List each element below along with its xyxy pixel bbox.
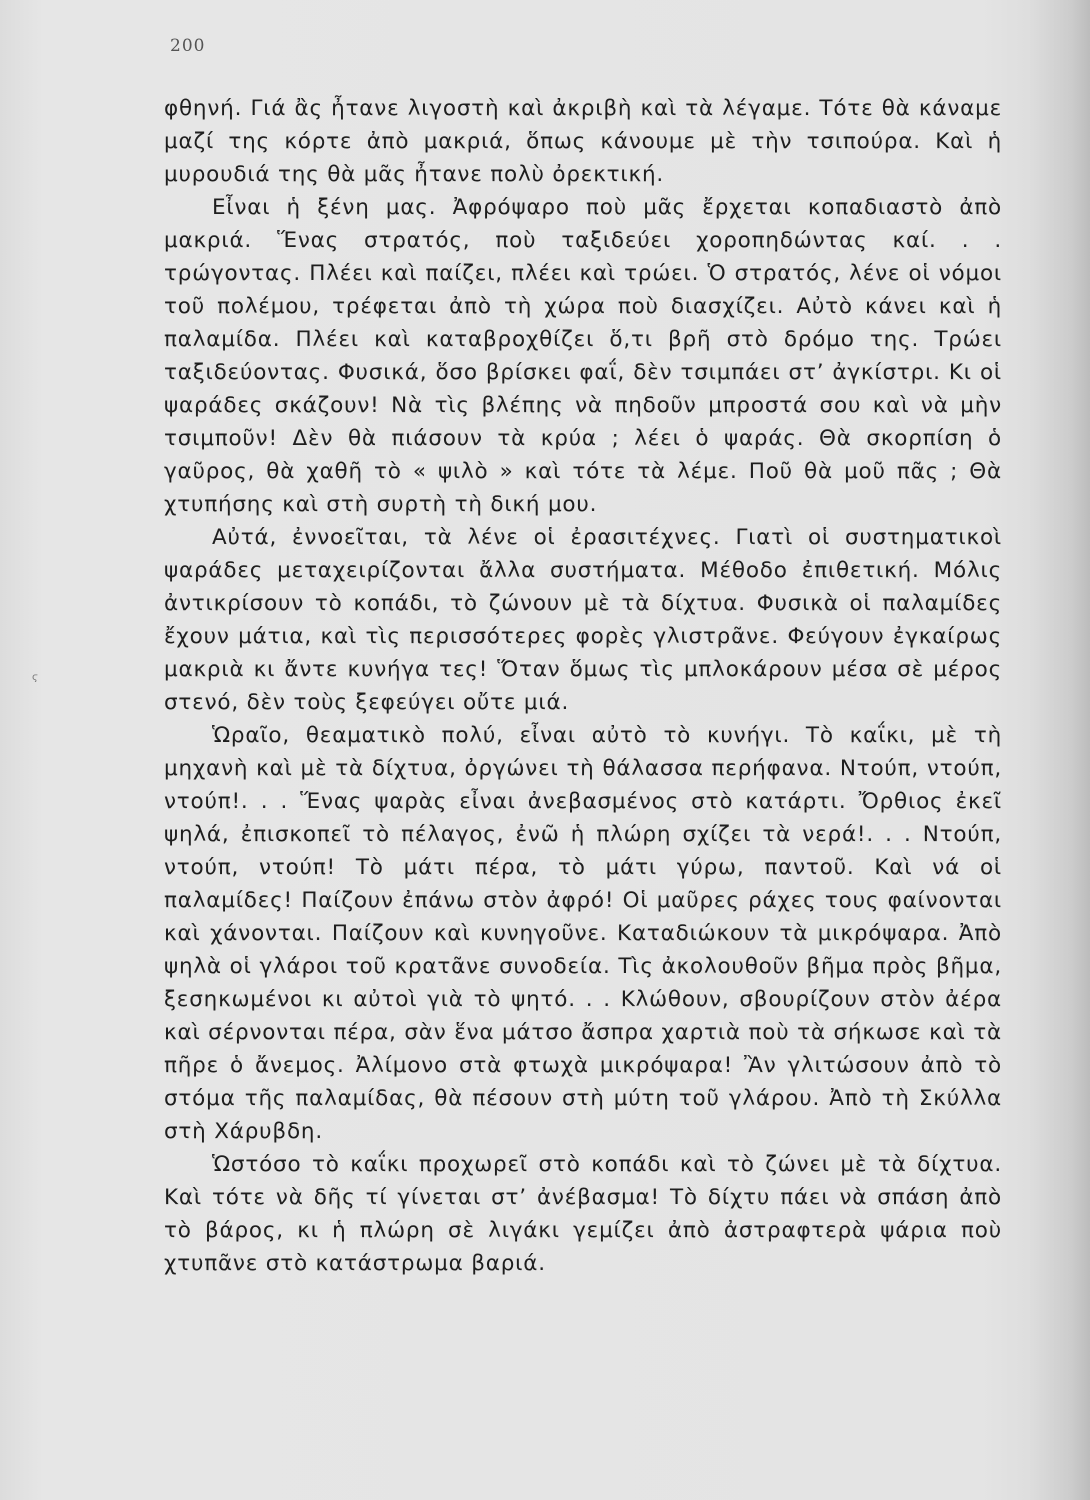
paragraph-2: Εἶναι ἡ ξένη μας. Ἀφρόψαρο ποὺ μᾶς ἔρχεται κοπαδιαστὸ ἀπὸ μακριά. Ἕνας στρατός, ποὺ ταξιδεύει χοροπηδώντας καί. . . τρώγοντας. Πλέει καὶ παίζει, πλέει καὶ τρώει. Ὁ στρατός, λένε οἱ νόμοι τοῦ πολέμου, τρέφεται ἀπὸ τὴ χώρα ποὺ διασχίζει. Αὐτὸ κάνει καὶ ἡ παλαμίδα. Πλέει καὶ καταβροχθίζει ὅ,τι βρῆ στὸ δρόμο της. Τρώει ταξιδεύοντας. Φυσικά, ὅσο βρίσκει φαΐ, δὲν τσιμπάει στ’ ἀγκίστρι. Κι οἱ ψαράδες σκάζουν! Νὰ τὶς βλέπης νὰ πηδοῦν μπροστά σου καὶ νὰ μὴν τσιμποῦν! Δὲν θὰ πιάσουν τὰ κρύα ; λέει ὁ ψαράς. Θὰ σκορπίση ὁ γαῦρος, θὰ χαθῆ τὸ « ψιλὸ » καὶ τότε τὰ λέμε. Ποῦ θὰ μοῦ πᾶς ; Θὰ χτυπήσης καὶ στὴ συρτὴ τὴ δική μου. — [164, 195, 1002, 517]
paragraph-3: Αὐτά, ἐννοεῖται, τὰ λένε οἱ ἐρασιτέχνες. Γιατὶ οἱ συστηματικοὶ ψαράδες μεταχειρίζονται ἄλλα συστήματα. Μέθοδο ἐπιθετική. Μόλις ἀντικρίσουν τὸ κοπάδι, τὸ ζώνουν μὲ τὰ δίχτυα. Φυσικὰ οἱ παλαμίδες ἔχουν μάτια, καὶ τὶς περισσότερες φορὲς γλιστρᾶνε. Φεύγουν ἐγκαίρως μακριὰ κι ἄντε κυνήγα τες! Ὅταν ὅμως τὶς μπλοκάρουν μέσα σὲ μέρος στενό, δὲν τοὺς ξεφεύγει οὔτε μιά. — [164, 525, 1002, 715]
page-fold-shadow — [1028, 0, 1090, 1500]
margin-mark: ϛ — [32, 672, 38, 683]
paragraph-1: φθηνή. Γιά ἂς ἦτανε λιγοστὴ καὶ ἀκριβὴ καὶ τὰ λέγαμε. Τότε θὰ κάναμε μαζί της κόρτε ἀπὸ μακριά, ὅπως κάνουμε μὲ τὴν τσιπούρα. Καὶ ἡ μυρουδιά της θὰ μᾶς ἦτανε πολὺ ὀρεκτική. — [164, 96, 1002, 187]
body-text — [164, 92, 1002, 1280]
paragraph-5: Ὡστόσο τὸ καΐκι προχωρεῖ στὸ κοπάδι καὶ τὸ ζώνει μὲ τὰ δίχτυα. Καὶ τότε νὰ δῆς τί γίνεται στ’ ἀνέβασμα! Τὸ δίχτυ πάει νὰ σπάση ἀπὸ τὸ βάρος, κι ἡ πλώρη σὲ λιγάκι γεμίζει ἀπὸ ἀστραφτερὰ ψάρια ποὺ χτυπᾶνε στὸ κατάστρωμα βαριά. — [164, 1152, 1002, 1276]
paragraph-4: Ὡραῖο, θεαματικὸ πολύ, εἶναι αὐτὸ τὸ κυνήγι. Τὸ καΐκι, μὲ τὴ μηχανὴ καὶ μὲ τὰ δίχτυα, ὀργώνει τὴ θάλασσα περήφανα. Ντούπ, ντούπ, ντούπ!. . . Ἕνας ψαρὰς εἶναι ἀνεβασμένος στὸ κατάρτι. Ὄρθιος ἐκεῖ ψηλά, ἐπισκοπεῖ τὸ πέλαγος, ἐνῶ ἡ πλώρη σχίζει τὰ νερά!. . . Ντούπ, ντούπ, ντούπ! Τὸ μάτι πέρα, τὸ μάτι γύρω, παντοῦ. Καὶ νά οἱ παλαμίδες! Παίζουν ἐπάνω στὸν ἀφρό! Οἱ μαῦρες ράχες τους φαίνονται καὶ χάνονται. Παίζουν καὶ κυνηγοῦνε. Καταδιώκουν τὰ μικρόψαρα. Ἀπὸ ψηλὰ οἱ γλάροι τοῦ κρατᾶνε συνοδεία. Τὶς ἀκολουθοῦν βῆμα πρὸς βῆμα, ξεσηκωμένοι κι αὐτοὶ γιὰ τὸ ψητό. . . Κλώθουν, σβουρίζουν στὸν ἀέρα καὶ σέρνονται πέρα, σὰν ἕνα μάτσο ἄσπρα χαρτιὰ ποὺ τὰ σήκωσε καὶ τὰ πῆρε ὁ ἄνεμος. Ἀλίμονο στὰ φτωχὰ μικρόψαρα! Ἂν γλιτώσουν ἀπὸ τὸ στόμα τῆς παλαμίδας, θὰ πέσουν στὴ μύτη τοῦ γλάρου. Ἀπὸ τὴ Σκύλλα στὴ Χάρυβδη. — [164, 723, 1002, 1144]
page-number: 200 — [170, 36, 206, 56]
